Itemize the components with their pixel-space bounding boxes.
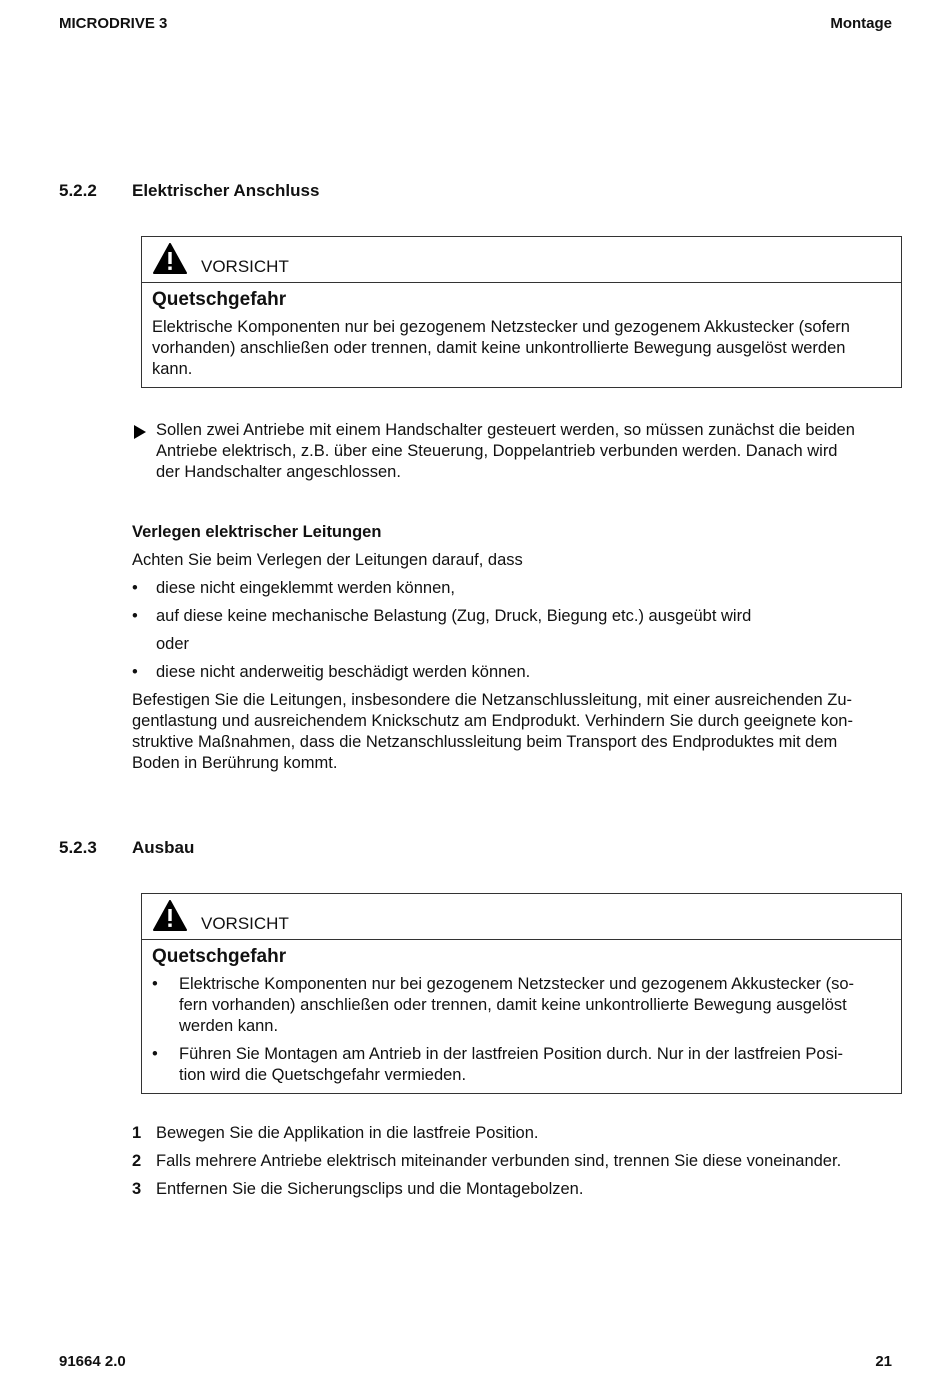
instruction-paragraph	[156, 420, 855, 483]
header-title: MICRODRIVE 3	[59, 15, 168, 32]
warning-title: Quetschgefahr	[152, 946, 287, 967]
instruction-line: Sollen zwei Antriebe mit einem Handschalter gesteuert werden, so müssen zunächst die beiden	[156, 421, 855, 439]
paragraph-line: struktive Maßnahmen, dass die Netzanschlussleitung beim Transport des Endproduktes mit dem	[132, 733, 838, 751]
warning-triangle-icon	[153, 243, 187, 275]
list-connector: oder	[156, 635, 190, 653]
warning-list-line: tion wird die Quetschgefahr vermieden.	[179, 1066, 467, 1084]
arrow-right-icon	[133, 424, 147, 445]
warning-box	[141, 893, 902, 1094]
instruction-line: der Handschalter angeschlossen.	[156, 463, 401, 481]
warning-header	[142, 237, 901, 283]
paragraph-line: Befestigen Sie die Leitungen, insbesondere die Netzanschlussleitung, mit einer ausreichenden Zu-	[132, 691, 853, 709]
intro-text: Achten Sie beim Verlegen der Leitungen darauf, dass	[132, 551, 523, 569]
warning-text-line: vorhanden) anschließen oder trennen, damit keine unkontrollierte Bewegung ausgelöst werden	[152, 339, 846, 357]
warning-label: VORSICHT	[201, 914, 289, 933]
warning-header	[142, 894, 901, 940]
page-number: 21	[875, 1353, 892, 1370]
warning-list-item	[152, 974, 891, 1037]
bullet-dot-icon: •	[132, 663, 138, 681]
warning-box	[141, 236, 902, 388]
footer-doc-number: 91664 2.0	[59, 1353, 126, 1370]
paragraph-line: Boden in Berührung kommt.	[132, 754, 338, 772]
warning-list-line: Elektrische Komponenten nur bei gezogenem Netzstecker und gezogenem Akkustecker (so-	[179, 975, 855, 993]
warning-list-line: fern vorhanden) anschließen oder trennen, damit keine unkontrollierte Bewegung ausgelöst	[179, 996, 847, 1014]
step-text: Falls mehrere Antriebe elektrisch miteinander verbunden sind, trennen Sie diese voneinander.	[156, 1152, 842, 1170]
list-item: diese nicht anderweitig beschädigt werden können.	[156, 663, 531, 681]
section-title: Ausbau	[132, 838, 195, 857]
paragraph-line: gentlastung und ausreichendem Knickschutz am Endprodukt. Verhindern Sie durch geeignete kon-	[132, 712, 853, 730]
section-number: 5.2.2	[59, 181, 97, 200]
instruction-line: Antriebe elektrisch, z.B. über eine Steuerung, Doppelantrieb verbunden werden. Danach wird	[156, 442, 838, 460]
list-item: diese nicht eingeklemmt werden können,	[156, 579, 456, 597]
step-text: Entfernen Sie die Sicherungsclips und die Montagebolzen.	[156, 1180, 584, 1198]
bullet-dot-icon: •	[152, 1045, 158, 1063]
header-chapter: Montage	[830, 15, 892, 32]
warning-title: Quetschgefahr	[152, 289, 287, 310]
warning-list-line: werden kann.	[179, 1017, 279, 1035]
warning-label: VORSICHT	[201, 257, 289, 276]
step-number: 3	[132, 1180, 142, 1198]
warning-list-item	[152, 1044, 891, 1086]
section-title: Elektrischer Anschluss	[132, 181, 320, 200]
warning-triangle-icon	[153, 900, 187, 932]
warning-text-line: Elektrische Komponenten nur bei gezogenem Netzstecker und gezogenem Akkustecker (sofern	[152, 318, 850, 336]
bullet-dot-icon: •	[152, 975, 158, 993]
warning-text-line: kann.	[152, 360, 193, 378]
warning-list-line: Führen Sie Montagen am Antrieb in der lastfreien Position durch. Nur in der lastfreien Posi-	[179, 1045, 844, 1063]
section-number: 5.2.3	[59, 838, 97, 857]
bullet-dot-icon: •	[132, 579, 138, 597]
subsection-heading: Verlegen elektrischer Leitungen	[132, 523, 382, 541]
step-text: Bewegen Sie die Applikation in die lastfreie Position.	[156, 1124, 539, 1142]
step-number: 2	[132, 1152, 142, 1170]
list-item: auf diese keine mechanische Belastung (Zug, Druck, Biegung etc.) ausgeübt wird	[156, 607, 752, 625]
bullet-dot-icon: •	[132, 607, 138, 625]
step-number: 1	[132, 1124, 142, 1142]
body-paragraph	[132, 690, 853, 774]
